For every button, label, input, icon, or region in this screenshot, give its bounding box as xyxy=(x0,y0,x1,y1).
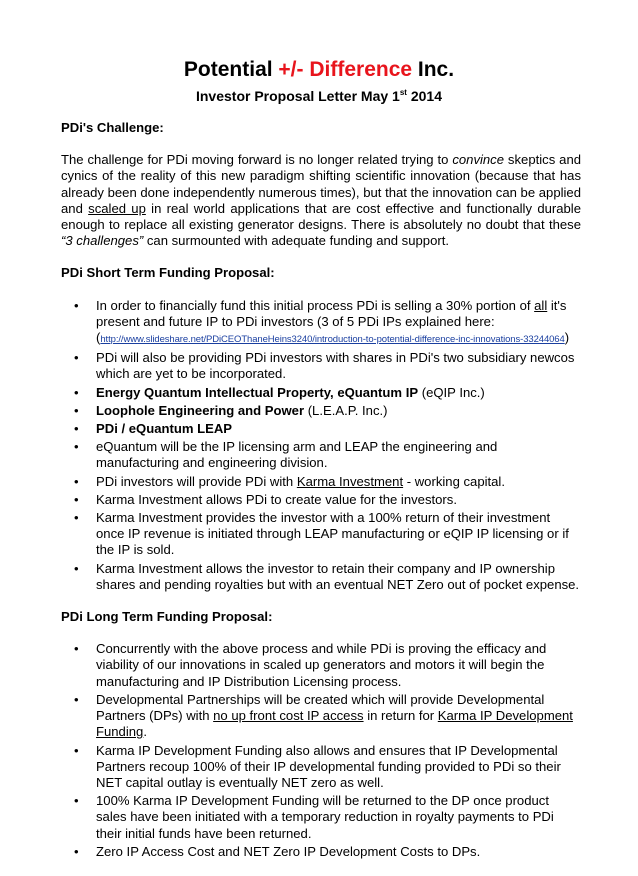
item-text: Karma Investment allows PDi to create value for the investors. xyxy=(96,491,457,507)
list-item xyxy=(74,297,581,349)
list-item xyxy=(74,350,581,382)
long-term-list xyxy=(61,641,581,860)
bullet-icon: • xyxy=(74,350,79,366)
item-text: Karma Investment provides the investor with a 100% return of their investment once IP revenue is initiated through LEAP manufacturing or eQIP IP licensing or if the IP is sold. xyxy=(96,510,569,558)
item-text: it's present and future IP to PDi investors (3 of 5 PDi IPs explained here: xyxy=(96,297,567,329)
bullet-icon: • xyxy=(74,439,79,455)
item-text: Zero IP Access Cost and NET Zero IP Development Costs to DPs. xyxy=(96,843,481,859)
item-bold: PDi / eQuantum LEAP xyxy=(96,421,233,437)
slideshare-link[interactable]: http://www.slideshare.net/PDiCEOThaneHeins3240/introduction-to-potential-difference-inc-innovations-33244064 xyxy=(100,334,565,346)
title-difference: Difference xyxy=(309,58,413,81)
long-term-heading: PDi Long Term Funding Proposal: xyxy=(61,609,273,625)
item-text: Developmental Partnerships will be created which will provide Developmental Partners (DPs) with xyxy=(96,691,545,724)
challenge-text-1: The challenge for PDi moving forward is no longer related trying to xyxy=(61,152,453,168)
bullet-icon: • xyxy=(74,491,79,507)
bullet-icon: • xyxy=(74,402,79,418)
link-paren-close: ) xyxy=(564,330,570,346)
challenge-text-3: in real world applications that are cost effective and functionally durable enough to replace all existing generator designs. There is absolutely no doubt that these xyxy=(61,200,581,233)
list-item xyxy=(74,510,581,559)
bullet-icon: • xyxy=(74,384,79,400)
bullet-icon: • xyxy=(74,560,79,576)
item-underline: Karma Investment xyxy=(296,473,404,489)
item-text: (L.E.A.P. Inc.) xyxy=(304,402,388,418)
challenge-italic-2: “3 challenges” xyxy=(61,233,144,249)
item-text: PDi investors will provide PDi with xyxy=(96,473,297,489)
item-text: in return for xyxy=(363,708,438,724)
item-underline: all xyxy=(534,297,548,313)
list-item xyxy=(74,402,581,419)
list-item xyxy=(74,641,581,690)
item-bold: Energy Quantum Intellectual Property, eQuantum IP xyxy=(96,384,419,400)
bullet-icon: • xyxy=(74,793,79,809)
list-item xyxy=(74,691,581,741)
bullet-icon: • xyxy=(74,473,79,489)
item-underline: no up front cost IP access xyxy=(213,708,364,724)
challenge-heading: PDi's Challenge: xyxy=(61,120,164,135)
item-text: (eQIP Inc.) xyxy=(418,384,485,400)
bullet-icon: • xyxy=(74,510,79,526)
document-body xyxy=(61,120,581,876)
bullet-icon: • xyxy=(74,421,79,437)
title-plusminus: +/- xyxy=(278,58,304,81)
item-text: PDi will also be providing PDi investors with shares in PDi's two subsidiary newcos which are yet to be incorporated. xyxy=(96,350,575,382)
bullet-icon: • xyxy=(74,691,79,707)
list-item xyxy=(74,439,581,471)
challenge-text-2: skeptics and cynics of the reality of this new paradigm shifting scientific innovation (because that has already been done independently numerous times), but that the innovation can be applied and xyxy=(61,152,582,216)
item-bold: Loophole Engineering and Power xyxy=(96,402,305,418)
challenge-paragraph xyxy=(61,152,581,249)
list-item xyxy=(74,843,581,860)
challenge-underline: scaled up xyxy=(88,200,146,216)
document-title xyxy=(0,58,638,82)
list-item xyxy=(74,742,581,792)
subtitle-text: Investor Proposal Letter May 1 xyxy=(195,88,400,104)
item-text: In order to financially fund this initial process PDi is selling a 30% portion of xyxy=(96,297,535,313)
item-text: eQuantum will be the IP licensing arm and LEAP the engineering and manufacturing and engineering division. xyxy=(96,439,498,471)
list-item xyxy=(74,560,581,593)
document-subtitle xyxy=(0,88,638,105)
list-item xyxy=(74,421,581,437)
subtitle-ordinal: st xyxy=(399,88,407,97)
item-text: - working capital. xyxy=(403,473,505,489)
item-text: Concurrently with the above process and while PDi is proving the efficacy and viability of our innovations in scaled up generators and motors it will begin the manufacturing and IP Distribution Licensing process. xyxy=(96,641,547,689)
item-text: Karma Investment allows the investor to retain their company and IP ownership shares and pending royalties but with an eventual NET Zero out of pocket expense. xyxy=(96,560,580,592)
challenge-text-4: can surmounted with adequate funding and support. xyxy=(143,233,449,249)
title-text: Potential xyxy=(183,58,279,81)
challenge-italic-1: convince xyxy=(452,152,505,168)
item-underline: Karma IP Development Funding xyxy=(96,708,573,740)
link-paren-open: ( xyxy=(96,330,101,346)
item-text: . xyxy=(143,724,147,740)
bullet-icon: • xyxy=(74,297,79,313)
list-item xyxy=(74,473,581,490)
item-text: Karma IP Development Funding also allows and ensures that IP Developmental Partners recoup 100% of their IP developmental funding provided to PDi so their NET capital outlay is eventually NET zero as well. xyxy=(96,742,561,790)
list-item xyxy=(74,491,581,508)
bullet-icon: • xyxy=(74,641,79,657)
title-inc: Inc. xyxy=(412,58,455,81)
bullet-icon: • xyxy=(74,843,79,859)
bullet-icon: • xyxy=(74,742,79,758)
subtitle-year: 2014 xyxy=(406,88,442,104)
item-text: 100% Karma IP Development Funding will be returned to the DP once product sales have been initiated with a temporary reduction in royalty payments to PDi their initial funds have been returned. xyxy=(96,793,554,841)
list-item xyxy=(74,793,581,842)
short-term-heading: PDi Short Term Funding Proposal: xyxy=(61,265,275,281)
short-term-list xyxy=(61,298,581,593)
list-item xyxy=(74,384,581,401)
